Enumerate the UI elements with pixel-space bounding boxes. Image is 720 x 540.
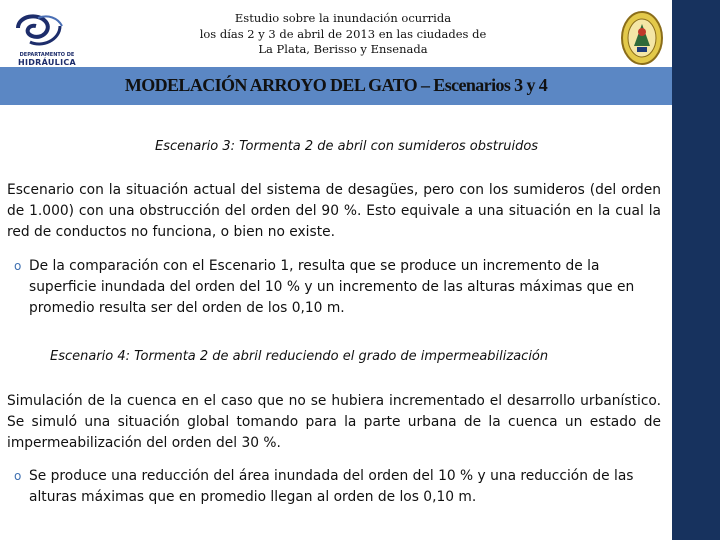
department-logo-line2: HIDRÁULICA: [17, 58, 77, 67]
scenario4-bullet-text: Se produce una reducción del área inundada del orden del 10 % y una reducción de las alturas máximas que en promedio llegan al orden de los 0,10 m.: [29, 468, 634, 505]
page-header-title: [185, 11, 501, 58]
scenario4-heading: Escenario 4: Tormenta 2 de abril reduciendo el grado de impermeabilización: [50, 349, 549, 364]
scenario3-paragraph: Escenario con la situación actual del sistema de desagües, pero con los sumideros (del orden de 1.000) con una obstrucción del orden del 90 %. Esto equivale a una situación en la cual la red de conductos no funciona, o bien no existe.: [7, 182, 661, 240]
bullet-marker-icon: o: [14, 469, 22, 483]
scenario4-bullet: [14, 466, 661, 508]
university-seal-icon: [620, 10, 664, 66]
scenario4-paragraph: Simulación de la cuenca en el caso que no se hubiera incrementado el desarrollo urbanístico. Se simuló una situación global tomando para la parte urbana de la cuenca un estado de impermeabilización del orden del 30 %.: [7, 393, 661, 451]
section-banner: [0, 67, 672, 105]
scenario3-bullet-text: De la comparación con el Escenario 1, resulta que se produce un incremento de la superficie inundada del orden del 10 % y un incremento de las alturas máximas que en promedio resulta ser del orden de los 0,10 m.: [29, 258, 635, 316]
department-logo-line1: DEPARTAMENTO DE: [19, 52, 75, 58]
header-title-line1: Estudio sobre la inundación ocurrida: [234, 11, 452, 25]
bullet-marker-icon: o: [14, 259, 22, 273]
header-title-line2: los días 2 y 3 de abril de 2013 en las ciudades de: [199, 26, 487, 41]
department-hydraulics-logo: [8, 8, 77, 67]
scenario3-bullet: [14, 256, 661, 319]
right-sidebar-bar: [672, 0, 720, 540]
scenario3-heading: Escenario 3: Tormenta 2 de abril con sumideros obstruidos: [155, 139, 539, 154]
department-swirl-icon: [8, 8, 70, 48]
header: [0, 0, 672, 70]
header-title-line3: La Plata, Berisso y Ensenada: [258, 42, 428, 56]
slide-title: MODELACIÓN ARROYO DEL GATO – Escenarios 3 y 4: [124, 75, 548, 95]
